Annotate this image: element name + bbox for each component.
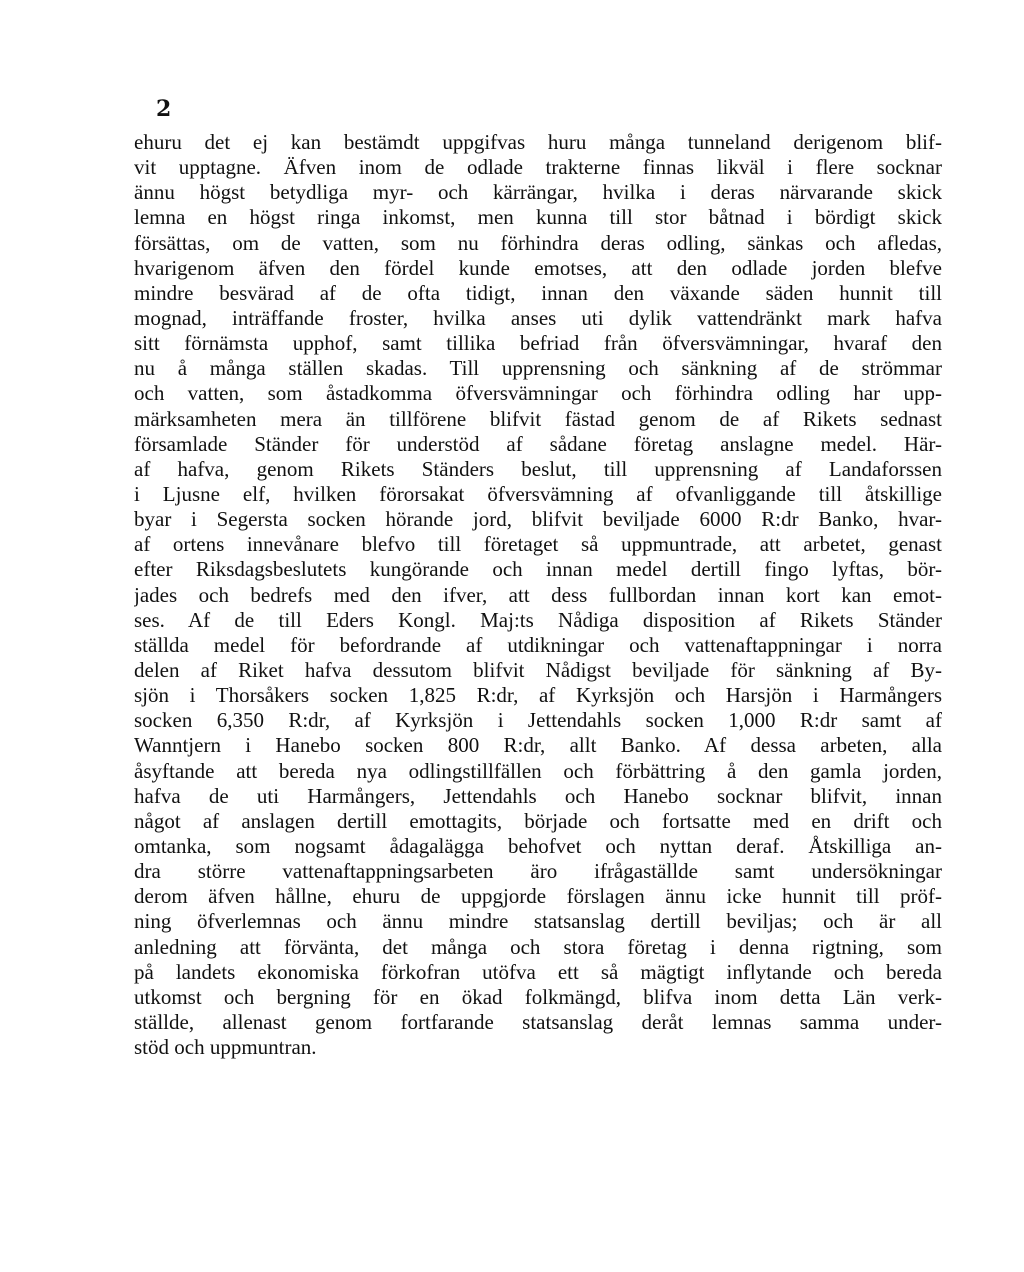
text-line: märksamheten mera än tillförene blifvit fästad genom de af Rikets sednast xyxy=(134,406,942,431)
text-line: utkomst och bergning för en ökad folkmängd, blifva inom detta Län verk- xyxy=(134,984,942,1009)
text-line: byar i Segersta socken hörande jord, blifvit beviljade 6000 R:dr Banko, hvar- xyxy=(134,507,942,532)
text-line: på landets ekonomiska förkofran utöfva ett så mägtigt inflytande och bereda xyxy=(134,959,942,984)
text-line: stöd och uppmuntran. xyxy=(134,1035,317,1060)
text-line: i Ljusne elf, hvilken förorsakat öfversvämning af ofvanliggande till åtskillige xyxy=(134,481,942,506)
text-line: ning öfverlemnas och ännu mindre statsanslag dertill beviljas; och är all xyxy=(134,909,942,934)
text-line: något af anslagen dertill emottagits, började och fortsatte med en drift och xyxy=(134,808,942,833)
page-number: 2 xyxy=(156,96,172,122)
text-line: ehuru det ej kan bestämdt uppgifvas huru många tunneland derigenom blif- xyxy=(134,130,942,154)
text-line: af hafva, genom Rikets Ständers beslut, till upprensning af Landaforssen xyxy=(134,456,942,481)
text-line: församlade Ständer för understöd af sådane företag anslagne medel. Här- xyxy=(134,431,942,456)
text-line: af ortens innevånare blefvo till företaget så uppmuntrade, att arbetet, genast xyxy=(134,532,942,557)
text-line: och vatten, som åstadkomma öfversvämningar och förhindra odling har upp- xyxy=(134,381,942,406)
text-line: lemna en högst ringa inkomst, men kunna till stor båtnad i bördigt skick xyxy=(134,205,942,230)
text-line: ses. Af de till Eders Kongl. Maj:ts Nådiga disposition af Rikets Ständer xyxy=(134,607,942,632)
text-line: ställda medel för befordrande af utdikningar och vattenaftappningar i norra xyxy=(134,632,942,657)
text-line: jades och bedrefs med den ifver, att dess fullbordan innan kort kan emot- xyxy=(134,582,942,607)
text-line: Wanntjern i Hanebo socken 800 R:dr, allt Banko. Af dessa arbeten, alla xyxy=(134,733,942,758)
text-line: dra större vattenaftappningsarbeten äro ifrågaställde samt undersökningar xyxy=(134,859,942,884)
text-line: sitt förnämsta upphof, samt tillika befriad från öfversvämningar, hvaraf den xyxy=(134,331,942,356)
text-line: hvarigenom äfven den fördel kunde emotses, att den odlade jorden blefve xyxy=(134,255,942,280)
text-line: mognad, inträffande froster, hvilka anses uti dylik vattendränkt mark hafva xyxy=(134,305,942,330)
text-line: nu å många ställen skadas. Till upprensning och sänkning af de strömmar xyxy=(134,356,942,381)
text-line: ännu högst betydliga myr- och kärrängar, hvilka i deras närvarande skick xyxy=(134,180,942,205)
text-line: anledning att förvänta, det många och stora företag i denna rigtning, som xyxy=(134,934,942,959)
text-line: hafva de uti Harmångers, Jettendahls och Hanebo socknar blifvit, innan xyxy=(134,783,942,808)
text-line: sjön i Thorsåkers socken 1,825 R:dr, af Kyrksjön och Harsjön i Harmångers xyxy=(134,683,942,708)
text-line: omtanka, som nogsamt ådagalägga behofvet och nyttan deraf. Åtskilliga an- xyxy=(134,833,942,858)
text-line: delen af Riket hafva dessutom blifvit Nådigst beviljade för sänkning af By- xyxy=(134,657,942,682)
text-line: försättas, om de vatten, som nu förhindra deras odling, sänkas och afledas, xyxy=(134,230,942,255)
body-text xyxy=(134,130,942,1060)
text-line: derom äfven hållne, ehuru de uppgjorde förslagen ännu icke hunnit till pröf- xyxy=(134,884,942,909)
text-line: ställde, allenast genom fortfarande statsanslag deråt lemnas samma under- xyxy=(134,1009,942,1034)
text-line: efter Riksdagsbeslutets kungörande och innan medel dertill fingo lyftas, bör- xyxy=(134,557,942,582)
text-line: åsyftande att bereda nya odlingstillfällen och förbättring å den gamla jorden, xyxy=(134,758,942,783)
text-line: vit upptagne. Äfven inom de odlade trakterne finnas likväl i flere socknar xyxy=(134,155,942,180)
text-line: socken 6,350 R:dr, af Kyrksjön i Jettendahls socken 1,000 R:dr samt af xyxy=(134,708,942,733)
text-line: mindre besvärad af de ofta tidigt, innan den växande säden hunnit till xyxy=(134,280,942,305)
